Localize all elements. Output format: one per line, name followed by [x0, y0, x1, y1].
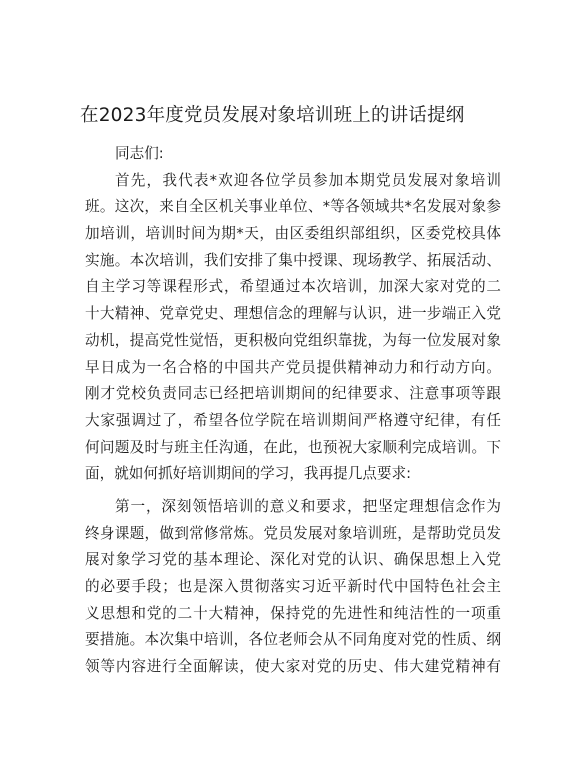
paragraph-line: 要措施。本次集中培训，各位老师会从不同角度对党的性质、纲: [85, 631, 501, 649]
paragraph-line: 何问题及时与班主任沟通，在此，也预祝大家顺利完成培训。下: [85, 438, 501, 456]
paragraph-2: [85, 494, 501, 681]
paragraph-line: 刚才党校负责同志已经把培训期间的纪律要求、注意事项等跟: [85, 385, 501, 403]
paragraph-line: 动机，提高党性觉悟，更积极向党组织靠拢，为每一位发展对象: [85, 331, 501, 349]
paragraph-line: 实施。本次培训，我们安排了集中授课、现场教学、拓展活动、: [85, 251, 501, 269]
paragraph-line: 的必要手段；也是深入贯彻落实习近平新时代中国特色社会主: [85, 578, 501, 595]
paragraph-line: 十大精神、党章党史、理想信念的理解与认识，进一步端正入党: [85, 305, 501, 323]
paragraph-line: 展对象学习党的基本理论、深化对党的认识、确保思想上入党: [85, 551, 501, 569]
salutation: 同志们:: [115, 145, 164, 162]
document-title: 在2023年度党员发展对象培训班上的讲话提纲: [80, 105, 465, 126]
paragraph-line: 早日成为一名合格的中国共产党员提供精神动力和行动方向。: [85, 358, 501, 376]
paragraph-line: 自主学习等课程形式，希望通过本次培训，加深大家对党的二: [85, 278, 501, 296]
document-body: [85, 141, 501, 681]
paragraph-line: 领等内容进行全面解读，使大家对党的历史、伟大建党精神有: [85, 658, 501, 676]
paragraph-1: [85, 168, 501, 488]
paragraph-line: 班。这次，来自全区机关事业单位、*等各领域共*名发展对象参: [85, 198, 501, 216]
paragraph-line: 加培训，培训时间为期*天，由区委组织部组织，区委党校具体: [85, 225, 501, 243]
paragraph-line: 义思想和党的二十大精神，保持党的先进性和纯洁性的一项重: [85, 604, 501, 622]
paragraph-line: 首先，我代表*欢迎各位学员参加本期党员发展对象培训: [115, 171, 501, 189]
paragraph-line: 第一，深刻领悟培训的意义和要求，把坚定理想信念作为: [115, 497, 501, 515]
paragraph-line: 大家强调过了，希望各位学院在培训期间严格遵守纪律，有任: [85, 411, 501, 429]
paragraph-line: 终身课题，做到常修常炼。党员发展对象培训班，是帮助党员发: [85, 524, 501, 542]
paragraph-line: 面，就如何抓好培训期间的学习，我再提几点要求:: [85, 465, 411, 483]
